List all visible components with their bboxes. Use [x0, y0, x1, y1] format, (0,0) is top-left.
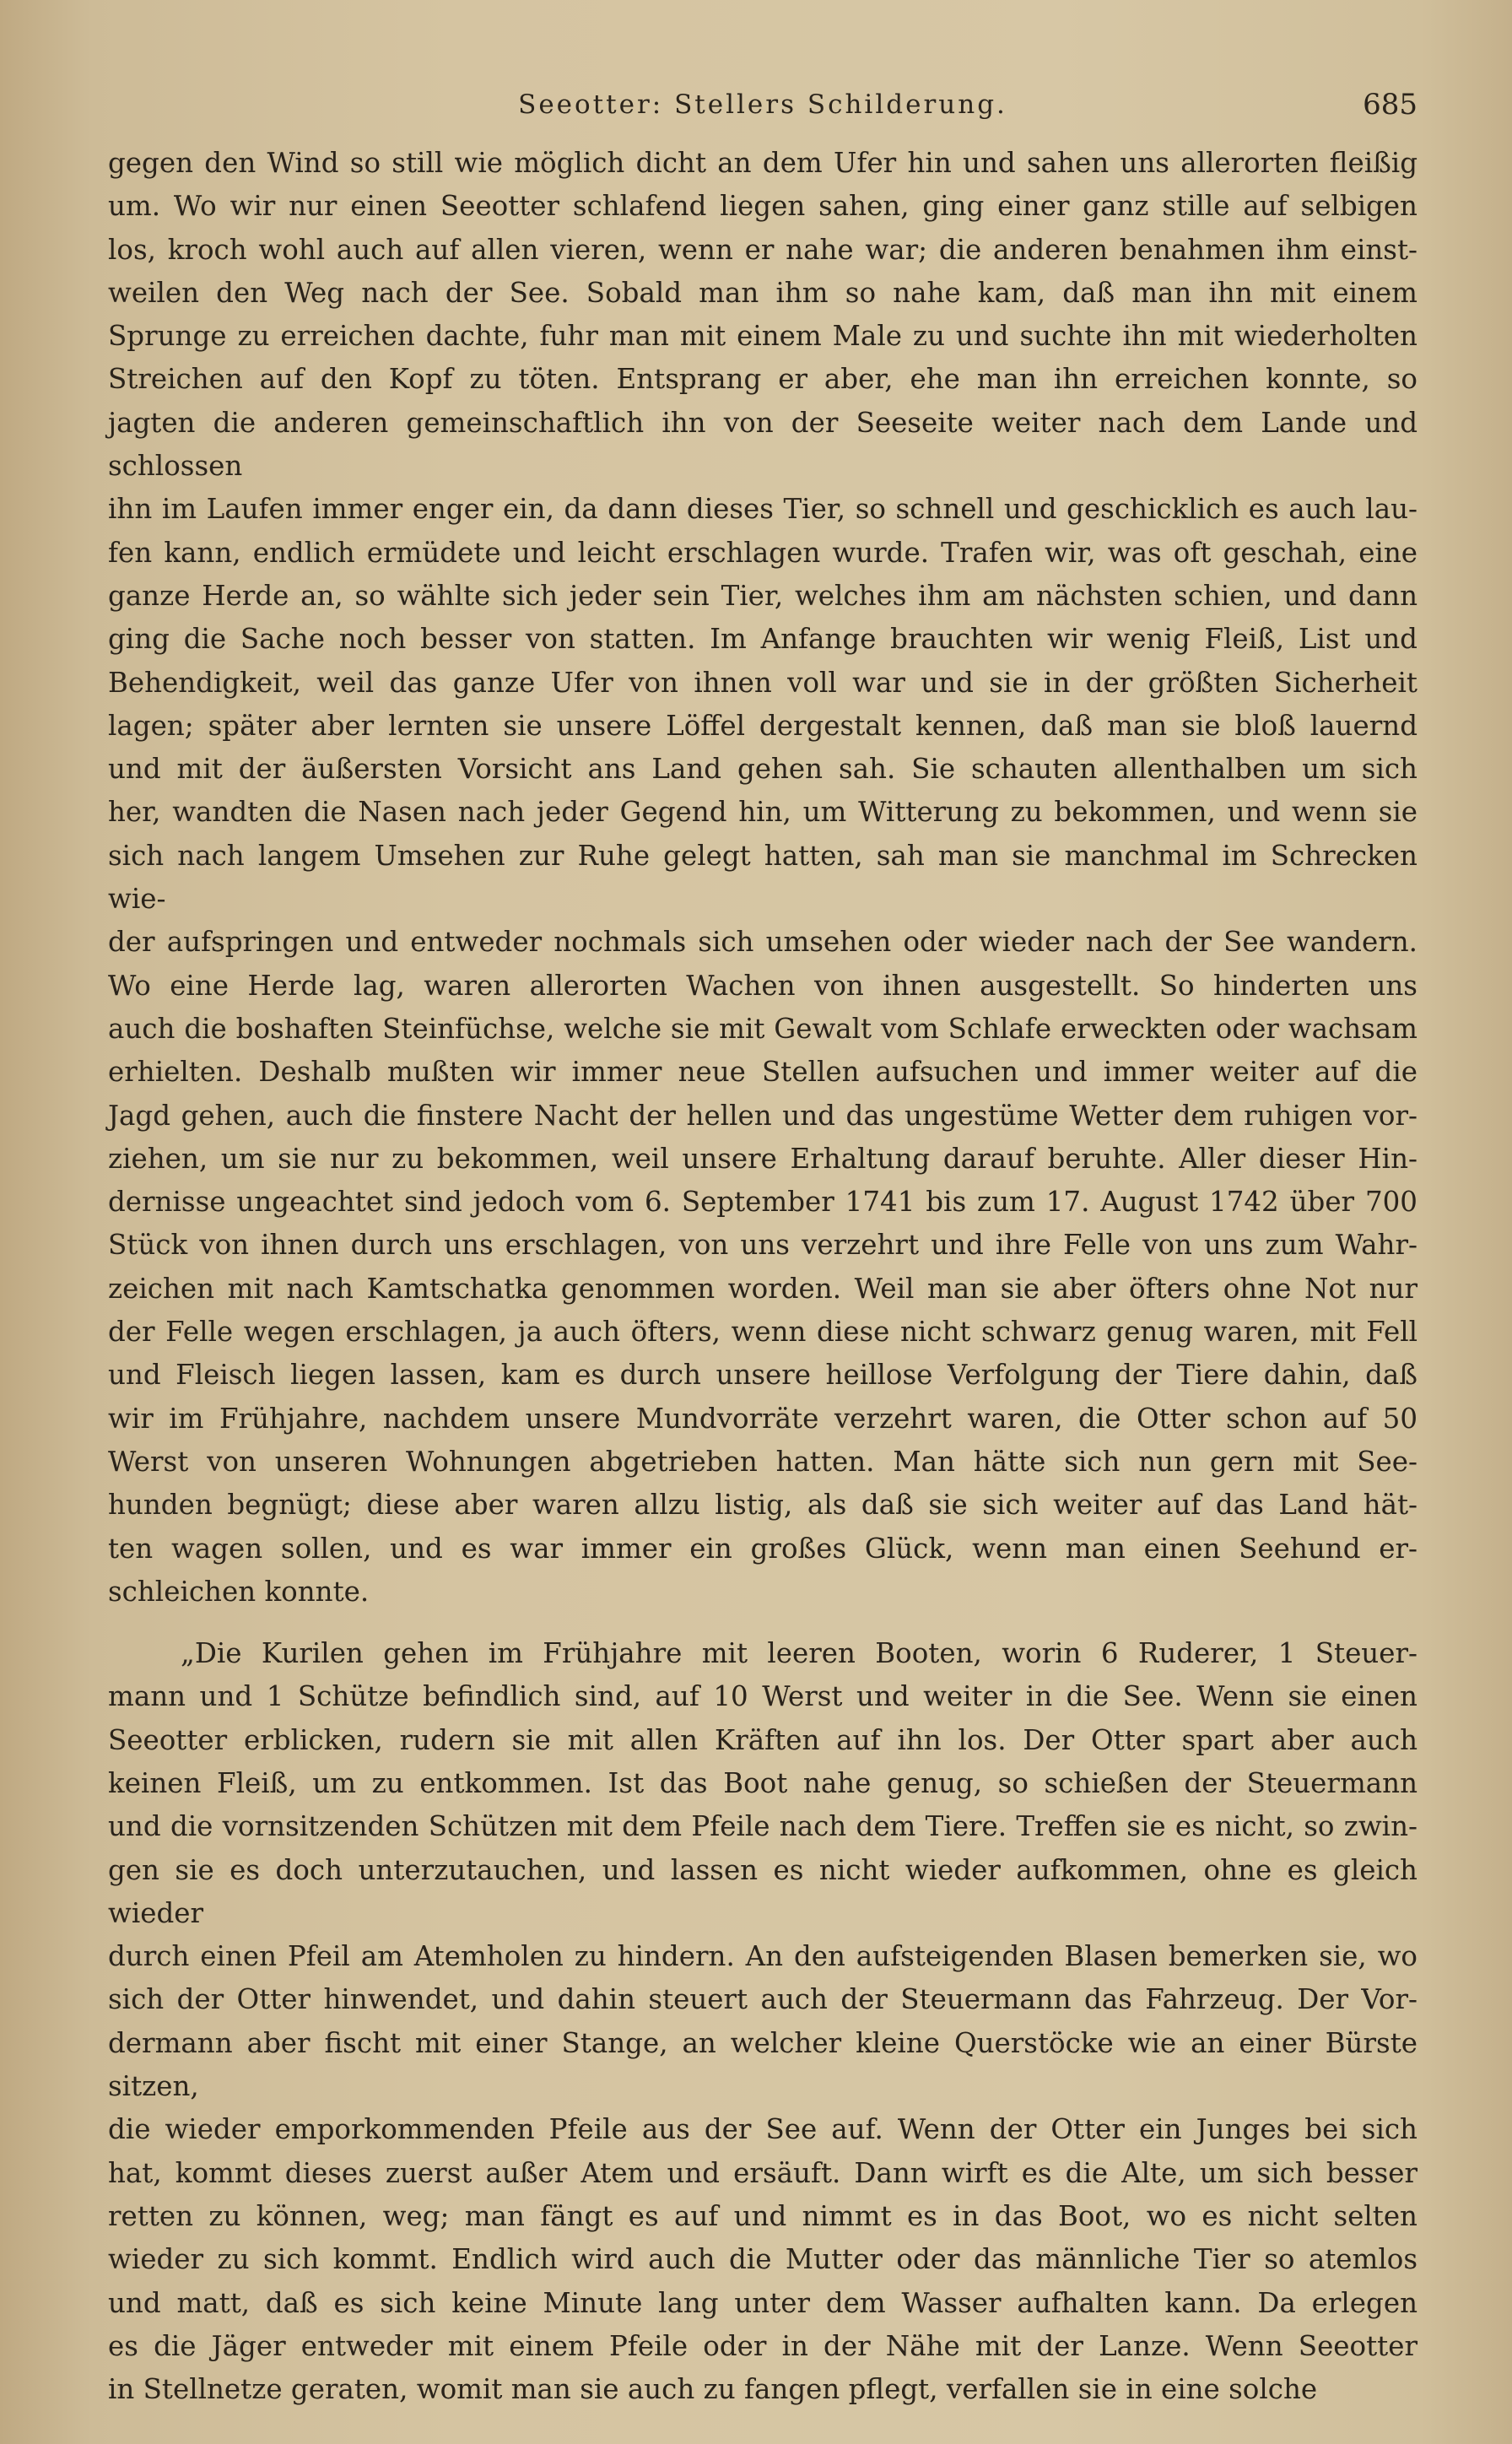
- text-line: und Fleisch liegen lassen, kam es durch unsere heillose Verfolgung der Tiere dahin, daß: [108, 1359, 1418, 1392]
- text-line: Behendigkeit, weil das ganze Ufer von ihnen voll war und sie in der größten Sicherheit: [108, 666, 1418, 699]
- paragraph: [108, 142, 1418, 1614]
- text-line: fen kann, endlich ermüdete und leicht erschlagen wurde. Trafen wir, was oft geschah, eine: [108, 536, 1418, 569]
- text-line: wir im Frühjahre, nachdem unsere Mundvorräte verzehrt waren, die Otter schon auf 50: [108, 1402, 1418, 1435]
- text-line: keinen Fleiß, um zu entkommen. Ist das Boot nahe genug, so schießen der Steuermann: [108, 1766, 1418, 1799]
- text-line: gegen den Wind so still wie möglich dicht an dem Ufer hin und sahen uns allerorten fleißig: [108, 147, 1418, 179]
- text-line: ten wagen sollen, und es war immer ein großes Glück, wenn man einen Seehund er-: [108, 1532, 1418, 1565]
- text-line: retten zu können, weg; man fängt es auf und nimmt es in das Boot, wo es nicht selten: [108, 2199, 1418, 2232]
- text-line: dernisse ungeachtet sind jedoch vom 6. September 1741 bis zum 17. August 1742 über 700: [108, 1186, 1418, 1219]
- text-line: die wieder emporkommenden Pfeile aus der See auf. Wenn der Otter ein Junges bei sich: [108, 2113, 1418, 2146]
- text-line: auch die boshaften Steinfüchse, welche sie mit Gewalt vom Schlafe erweckten oder wachsam: [108, 1012, 1418, 1045]
- text-line: lagen; später aber lernten sie unsere Löffel dergestalt kennen, daß man sie bloß lauernd: [108, 709, 1418, 742]
- text-line: Streichen auf den Kopf zu töten. Entsprang er aber, ehe man ihn erreichen konnte, so: [108, 363, 1418, 396]
- text-line: sich der Otter hinwendet, und dahin steuert auch der Steuermann das Fahrzeug. Der Vor-: [108, 1983, 1418, 2016]
- text-line: wieder zu sich kommt. Endlich wird auch die Mutter oder das männliche Tier so atemlos: [108, 2243, 1418, 2276]
- paragraph: [108, 1632, 1418, 2411]
- text-line: Sprunge zu erreichen dachte, fuhr man mit einem Male zu und suchte ihn mit wiederholten: [108, 320, 1418, 353]
- running-title: Seeotter: Stellers Schilderung.: [518, 89, 1007, 120]
- text-line: Seeotter erblicken, rudern sie mit allen Kräften auf ihn los. Der Otter spart aber auch: [108, 1723, 1418, 1756]
- text-line: der Felle wegen erschlagen, ja auch öfters, wenn diese nicht schwarz genug waren, mit Fell: [108, 1316, 1418, 1349]
- text-line: weilen den Weg nach der See. Sobald man ihm so nahe kam, daß man ihn mit einem: [108, 276, 1418, 309]
- text-line: mann und 1 Schütze befindlich sind, auf 10 Werst und weiter in die See. Wenn sie einen: [108, 1680, 1418, 1713]
- text-line: und matt, daß es sich keine Minute lang unter dem Wasser aufhalten kann. Da erlegen: [108, 2286, 1418, 2319]
- text-line: dermann aber fischt mit einer Stange, an welcher kleine Querstöcke wie an einer Bürste sitzen,: [108, 2026, 1418, 2103]
- text-line: hunden begnügt; diese aber waren allzu listig, als daß sie sich weiter auf das Land hät-: [108, 1489, 1418, 1522]
- page-header: [108, 84, 1418, 135]
- text-line: los, kroch wohl auch auf allen vieren, wenn er nahe war; die anderen benahmen ihm einst-: [108, 233, 1418, 266]
- text-line: „Die Kurilen gehen im Frühjahre mit leeren Booten, worin 6 Ruderer, 1 Steuer-: [181, 1637, 1418, 1670]
- text-line: Jagd gehen, auch die finstere Nacht der hellen und das ungestüme Wetter dem ruhigen vor-: [108, 1099, 1418, 1132]
- page-number: 685: [1363, 88, 1418, 122]
- text-line: in Stellnetze geraten, womit man sie auch zu fangen pflegt, verfallen sie in eine solche: [108, 2373, 1318, 2406]
- text-line: sich nach langem Umsehen zur Ruhe gelegt hatten, sah man sie manchmal im Schrecken wie-: [108, 839, 1418, 916]
- text-line: ganze Herde an, so wählte sich jeder sein Tier, welches ihm am nächsten schien, und dann: [108, 579, 1418, 612]
- text-line: es die Jäger entweder mit einem Pfeile oder in der Nähe mit der Lanze. Wenn Seeotter: [108, 2329, 1418, 2362]
- text-line: schleichen konnte.: [108, 1575, 370, 1608]
- text-line: ziehen, um sie nur zu bekommen, weil unsere Erhaltung darauf beruhte. Aller dieser Hin-: [108, 1142, 1418, 1175]
- text-line: zeichen mit nach Kamtschatka genommen worden. Weil man sie aber öfters ohne Not nur: [108, 1272, 1418, 1305]
- text-line: jagten die anderen gemeinschaftlich ihn von der Seeseite weiter nach dem Lande und schlossen: [108, 406, 1418, 483]
- text-line: ging die Sache noch besser von statten. Im Anfange brauchten wir wenig Fleiß, List und: [108, 623, 1418, 656]
- text-line: um. Wo wir nur einen Seeotter schlafend liegen sahen, ging einer ganz stille auf selbigen: [108, 190, 1418, 223]
- text-line: erhielten. Deshalb mußten wir immer neue Stellen aufsuchen und immer weiter auf die: [108, 1056, 1418, 1089]
- text-line: der aufspringen und entweder nochmals sich umsehen oder wieder nach der See wandern.: [108, 926, 1418, 959]
- text-line: Werst von unseren Wohnungen abgetrieben hatten. Man hätte sich nun gern mit See-: [108, 1445, 1418, 1478]
- text-line: Stück von ihnen durch uns erschlagen, von uns verzehrt und ihre Felle von uns zum Wahr-: [108, 1229, 1418, 1262]
- text-line: gen sie es doch unterzutauchen, und lassen es nicht wieder aufkommen, ohne es gleich wieder: [108, 1853, 1418, 1929]
- text-line: ihn im Laufen immer enger ein, da dann dieses Tier, so schnell und geschicklich es auch lau-: [108, 493, 1418, 526]
- text-line: und mit der äußersten Vorsicht ans Land gehen sah. Sie schauten allenthalben um sich: [108, 753, 1418, 786]
- text-line: hat, kommt dieses zuerst außer Atem und ersäuft. Dann wirft es die Alte, um sich besser: [108, 2156, 1418, 2189]
- text-line: durch einen Pfeil am Atemholen zu hindern. An den aufsteigenden Blasen bemerken sie, wo: [108, 1940, 1418, 1973]
- text-line: her, wandten die Nasen nach jeder Gegend hin, um Witterung zu bekommen, und wenn sie: [108, 796, 1418, 829]
- body-text: [108, 142, 1418, 2411]
- text-line: Wo eine Herde lag, waren allerorten Wachen von ihnen ausgestellt. So hinderten uns: [108, 969, 1418, 1002]
- text-line: und die vornsitzenden Schützen mit dem Pfeile nach dem Tiere. Treffen sie es nicht, so zwin-: [108, 1810, 1418, 1843]
